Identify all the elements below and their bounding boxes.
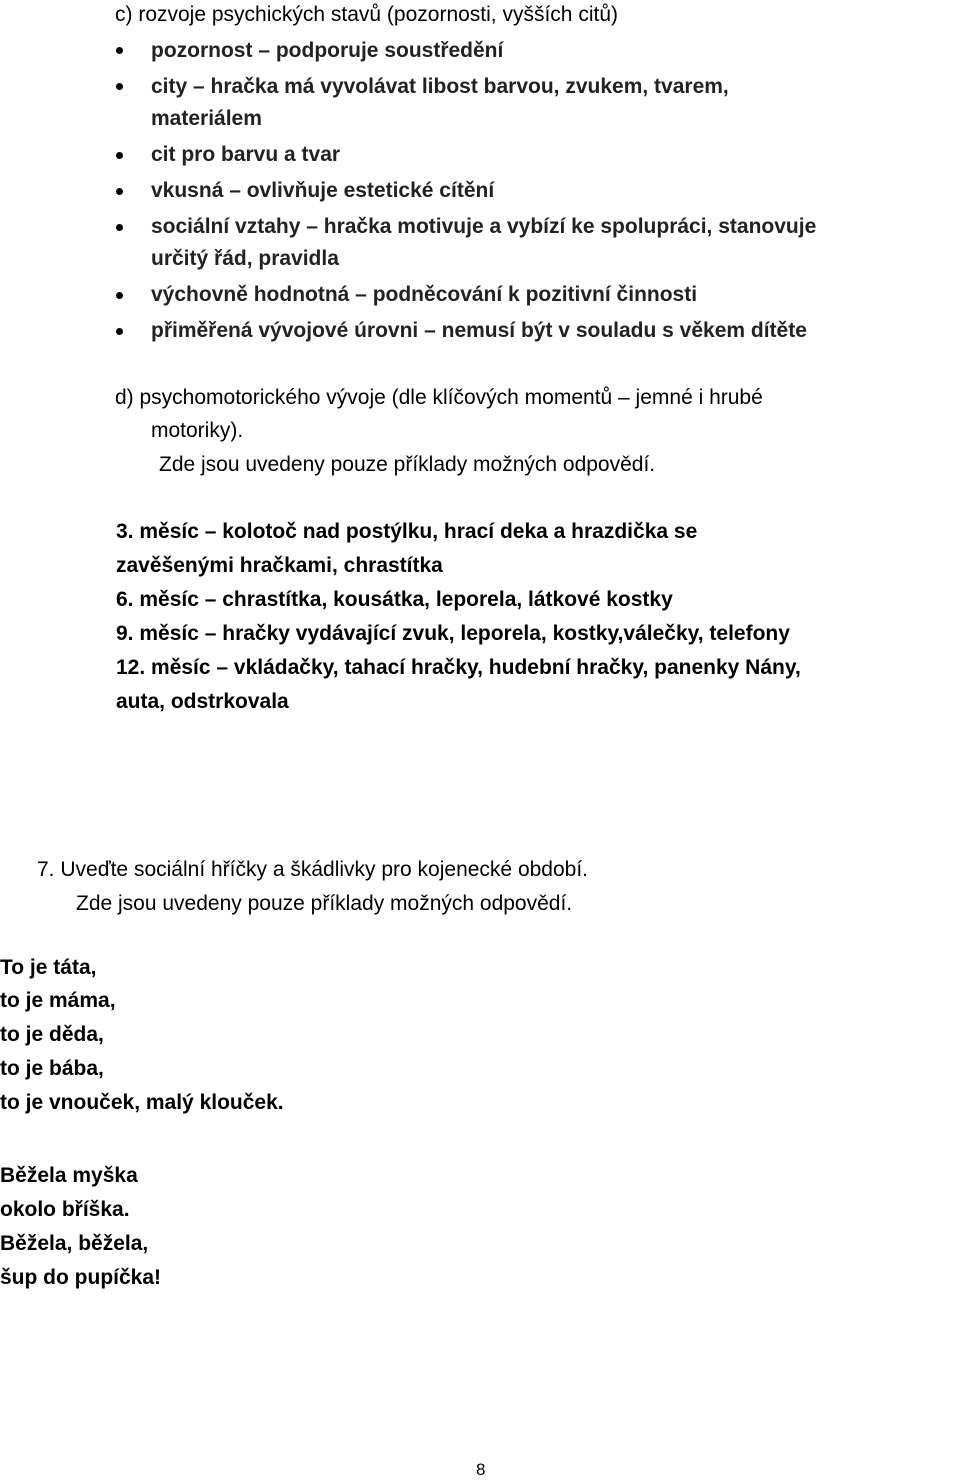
list-item: city – hračka má vyvolávat libost barvou, zvukem, tvarem,	[151, 75, 729, 98]
month-entry-continuation: auta, odstrkovala	[116, 690, 289, 713]
rhyme-line: To je táta,	[0, 956, 97, 979]
section-d-note: Zde jsou uvedeny pouze příklady možných odpovědí.	[159, 453, 656, 476]
bullet-icon	[116, 152, 123, 159]
list-item: sociální vztahy – hračka motivuje a vybízí ke spolupráci, stanovuje	[151, 215, 817, 238]
rhyme-line: to je vnouček, malý klouček.	[0, 1091, 284, 1114]
bullet-icon	[116, 328, 123, 335]
rhyme-line: to je děda,	[0, 1023, 104, 1046]
rhyme-line: to je máma,	[0, 989, 116, 1012]
question-7: 7. Uveďte sociální hříčky a škádlivky pro kojenecké období.	[37, 858, 589, 881]
list-item: přiměřená vývojové úrovni – nemusí být v souladu s věkem dítěte	[151, 319, 807, 342]
rhyme-line: Běžela, běžela,	[0, 1232, 149, 1255]
list-item: pozornost – podporuje soustředění	[151, 39, 504, 62]
question-7-note: Zde jsou uvedeny pouze příklady možných odpovědí.	[76, 892, 573, 915]
bullet-icon	[116, 188, 123, 195]
rhyme-line: okolo bříška.	[0, 1198, 130, 1221]
bullet-icon	[116, 292, 123, 299]
rhyme-line: šup do pupíčka!	[0, 1266, 162, 1289]
list-item: cit pro barvu a tvar	[151, 143, 341, 166]
month-entry-continuation: zavěšenými hračkami, chrastítka	[116, 554, 443, 577]
list-item: výchovně hodnotná – podněcování k pozitivní činnosti	[151, 283, 698, 306]
bullet-icon	[116, 224, 123, 231]
month-entry: 3. měsíc – kolotoč nad postýlku, hrací deka a hrazdička se	[116, 520, 698, 543]
list-item-continuation: určitý řád, pravidla	[151, 247, 339, 270]
list-item: vkusná – ovlivňuje estetické cítění	[151, 179, 495, 202]
month-entry: 12. měsíc – vkládačky, tahací hračky, hudební hračky, panenky Nány,	[116, 656, 801, 679]
page-number: 8	[476, 1460, 486, 1479]
section-d-heading-continuation: motoriky).	[151, 419, 244, 442]
section-d-heading: d) psychomotorického vývoje (dle klíčových momentů – jemné i hrubé	[115, 386, 763, 409]
rhyme-line: to je bába,	[0, 1057, 104, 1080]
rhyme-line: Běžela myška	[0, 1164, 138, 1187]
bullet-icon	[116, 83, 123, 90]
month-entry: 6. měsíc – chrastítka, kousátka, leporela, látkové kostky	[116, 588, 673, 611]
section-c-heading: c) rozvoje psychických stavů (pozornosti, vyšších citů)	[115, 3, 618, 26]
list-item-continuation: materiálem	[151, 107, 262, 130]
month-entry: 9. měsíc – hračky vydávající zvuk, leporela, kostky,válečky, telefony	[116, 622, 790, 645]
bullet-icon	[116, 47, 123, 54]
